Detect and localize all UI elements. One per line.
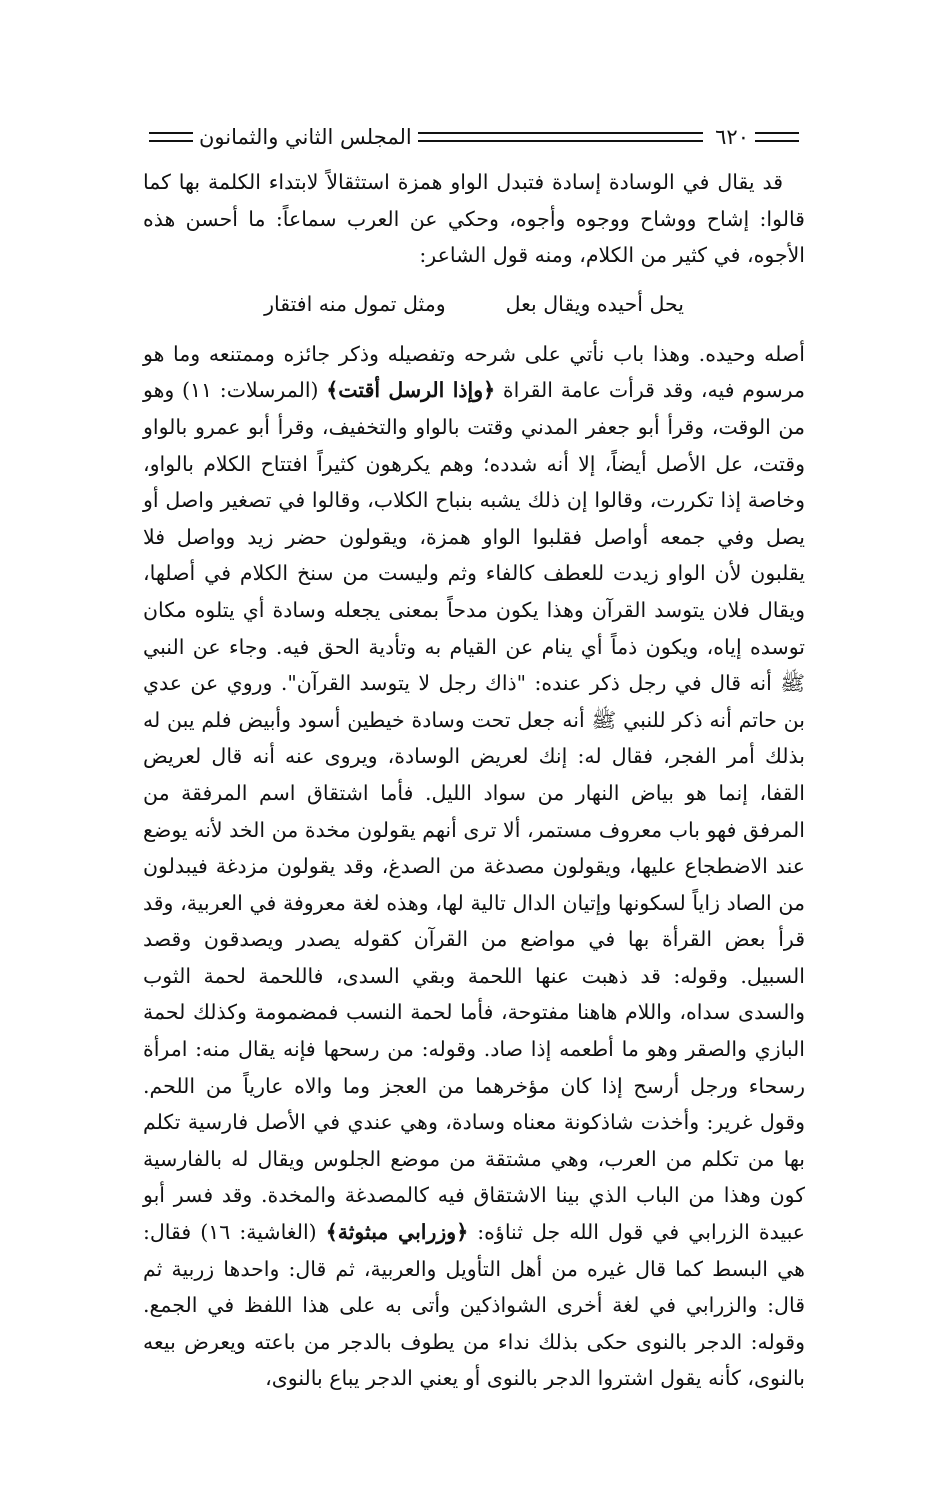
page-number: ٦٢٠ bbox=[715, 125, 749, 149]
chapter-title: المجلس الثاني والثمانون bbox=[199, 125, 412, 149]
paragraph-2 bbox=[143, 336, 805, 1397]
verse-second-hemistich: ومثل تمول منه افتقار bbox=[264, 292, 446, 317]
page-header bbox=[143, 122, 805, 152]
header-rule-middle bbox=[418, 132, 703, 142]
header-rule-right bbox=[755, 132, 799, 142]
verse-first-hemistich: يحل أحيده ويقال بعل bbox=[505, 292, 684, 317]
paragraph-2-part-a: أصله وحيده. وهذا باب نأتي على شرحه وتفصيله وذكر جائزه وممتنعه وما هو مرسوم فيه، وقد قرأت عامة القراة bbox=[143, 341, 805, 403]
paragraph-2-part-c: (الغاشية: ١٦) فقال: هي البسط كما قال غيره من أهل التأويل والعربية، ثم قال: واحدها زربية ثم قال: والزرابي في لغة أخرى الشواذكين وأتى به على هذا اللفظ في الجمع. وقوله: الدجر بالنوى حكى بذلك نداء من يطوف بالدجر من باعته ويعرض بيعه بالنوى، كأنه يقول اشتروا الدجر بالنوى أو يعني الدجر يباع بالنوى، bbox=[143, 1220, 805, 1391]
header-rule-left bbox=[149, 132, 193, 142]
quran-quote-mursalat: ﴿وإذا الرسل أقتت﴾ bbox=[326, 378, 496, 403]
poetry-verse bbox=[143, 274, 805, 336]
paragraph-1: قد يقال في الوسادة إسادة فتبدل الواو همزة استثقالاً لابتداء الكلمة بها كما قالوا: إشاح ووشاح ووجوه وأجوه، وحكي عن العرب سماعاً: ما أحسن هذه الأجوه، في كثير من الكلام، ومنه قول الشاعر: bbox=[143, 170, 805, 268]
quran-quote-ghashiya: ﴿وزرابي مبثوثة﴾ bbox=[325, 1220, 469, 1245]
page-body bbox=[143, 164, 805, 1397]
paragraph-2-part-b: (المرسلات: ١١) وهو من الوقت، وقرأ أبو جعفر المدني وقتت بالواو والتخفيف، وقرأ أبو عمرو بالواو وقتت، عل الأصل أيضاً، إلا أنه شدده؛ وهم يكرهون كثيراً افتتاح الكلام بالواو، وخاصة إذا تكررت، وقالوا إن ذلك يشبه بنباح الكلاب، وقالوا في تصغير واصل أو يصل وفي جمعه أواصل فقلبوا الواو همزة، ويقولون حضر زيد وواصل فلا يقلبون لأن الواو زيدت للعطف كالفاء وثم وليست من سنخ الكلام في أصلها، ويقال فلان يتوسد القرآن وهذا يكون مدحاً بمعنى يجعله وسادة أي يتلوه مكان توسده إياه، ويكون ذماً أي ينام عن القيام به وتأدية الحق فيه. وجاء عن النبي ﷺ أنه قال في رجل ذكر عنده: "ذاك رجل لا يتوسد القرآن". وروي عن عدي بن حاتم أنه ذكر للنبي ﷺ أنه جعل تحت وسادة خيطين أسود وأبيض فلم يبن له بذلك أمر الفجر، فقال له: إنك لعريض الوسادة، ويروى عنه أنه قال لعريض القفا، إنما هو بياض النهار من سواد الليل. فأما اشتقاق اسم المرفقة من المرفق فهو باب معروف مستمر، ألا ترى أنهم يقولون مخدة من الخد لأنه يوضع عند الاضطجاع عليها، ويقولون مصدغة من الصدغ، وقد يقولون مزدغة فيبدلون من الصاد زاياً لسكونها وإتيان الدال تالية لها، وهذه لغة معروفة في العربية، وقد قرأ بعض القرأة بها في مواضع من القرآن كقوله يصدر ويصدقون وقصد السبيل. وقوله: قد ذهبت عنها اللحمة وبقي السدى، فاللحمة لحمة الثوب والسدى سداه، واللام هاهنا مفتوحة، فأما لحمة النسب فمضمومة وكذلك لحمة البازي والصقر وهو ما أطعمه إذا صاد. وقوله: من رسحها فإنه يقال منه: امرأة رسحاء ورجل أرسح إذا كان مؤخرهما من العجز وما والاه عارياً من اللحم. وقول غرير: وأخذت شاذكونة معناه وسادة، وهي عندي في الأصل فارسية تكلم بها من تكلم من العرب، وهي مشتقة من موضع الجلوس ويقال له بالفارسية كون وهذا من الباب الذي بينا الاشتقاق فيه كالمصدغة والمخدة. وقد فسر أبو عبيدة الزرابي في قول الله جل ثناؤه: bbox=[143, 378, 805, 1245]
